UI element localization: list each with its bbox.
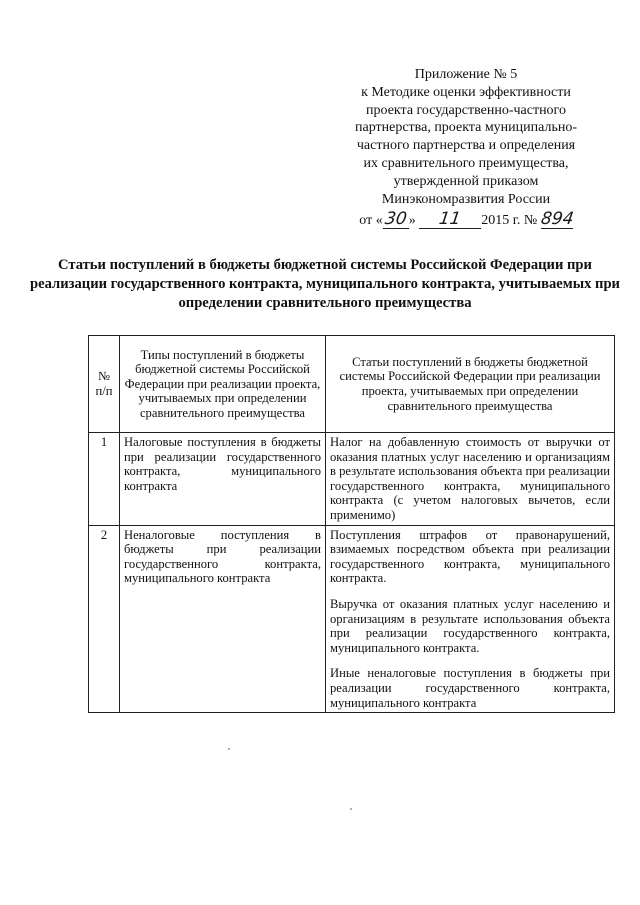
- revenue-type-cell: Неналоговые поступления в бюджеты при реализации государственного контракта, муниципального контракта: [120, 525, 326, 713]
- appendix-line: к Методике оценки эффективности: [361, 84, 571, 100]
- handwritten-month: 11: [438, 209, 463, 230]
- revenue-type-cell: Налоговые поступления в бюджеты при реализации государственного контракта, муниципального контракта: [120, 433, 326, 526]
- date-mid: »: [408, 213, 416, 229]
- article-paragraph: Выручка от оказания платных услуг населению и организациям в результате использования объекта при реализации государственного контракта, муниципального контракта.: [330, 596, 610, 655]
- appendix-line: утвержденной приказом: [393, 173, 539, 189]
- article-paragraph: Поступления штрафов от правонарушений, взимаемых посредством объекта при реализации государственного контракта, муниципального контракта.: [330, 527, 610, 586]
- appendix-block: [330, 66, 602, 230]
- article-paragraph: Иные неналоговые поступления в бюджеты при реализации государственного контракта, муниципального контракта: [330, 666, 610, 710]
- scan-speck: [228, 748, 230, 750]
- appendix-line: Минэкономразвития России: [381, 191, 551, 207]
- scan-speck: [350, 808, 352, 810]
- header-types: Типы поступлений в бюджеты бюджетной системы Российской Федерации при реализации проекта, учитываемых при определении сравнительного преимущества: [120, 336, 326, 433]
- day-field: [383, 209, 409, 230]
- appendix-line: частного партнерства и определения: [356, 138, 576, 154]
- appendix-line: Приложение № 5: [414, 67, 518, 82]
- document-title: Статьи поступлений в бюджеты бюджетной системы Российской Федерации при реализации государственного контракта, муниципального контракта, учитываемых при определении сравнительного преимущества: [30, 257, 620, 311]
- number-field: [539, 209, 575, 230]
- revenue-table: [88, 335, 615, 713]
- order-date-line: [330, 209, 602, 230]
- year-text: 2015 г. №: [481, 213, 538, 229]
- row-number: 2: [89, 525, 120, 713]
- header-num: № п/п: [89, 336, 120, 433]
- table-header-row: [89, 336, 615, 433]
- revenue-articles-cell: [326, 433, 615, 526]
- handwritten-number: 894: [539, 209, 575, 230]
- appendix-line: проекта государственно-частного: [366, 102, 566, 118]
- table-row: [89, 433, 615, 526]
- table-row: [89, 525, 615, 713]
- appendix-line: их сравнительного преимущества,: [363, 155, 569, 171]
- revenue-articles-cell: [326, 525, 615, 713]
- date-prefix: от «: [359, 213, 383, 229]
- appendix-line: партнерства, проекта муниципально-: [355, 120, 577, 136]
- article-paragraph: Налог на добавленную стоимость от выручки от оказания платных услуг населению и организациям в результате использования объекта при реализации государственного контракта, муниципального контракта (с учетом налоговых вычетов, если применимо): [330, 435, 610, 522]
- month-field: [419, 209, 481, 230]
- header-articles: Статьи поступлений в бюджеты бюджетной системы Российской Федерации при реализации проекта, учитываемых при определении сравнительного преимущества: [326, 336, 615, 433]
- handwritten-day: 30: [383, 209, 408, 230]
- row-number: 1: [89, 433, 120, 526]
